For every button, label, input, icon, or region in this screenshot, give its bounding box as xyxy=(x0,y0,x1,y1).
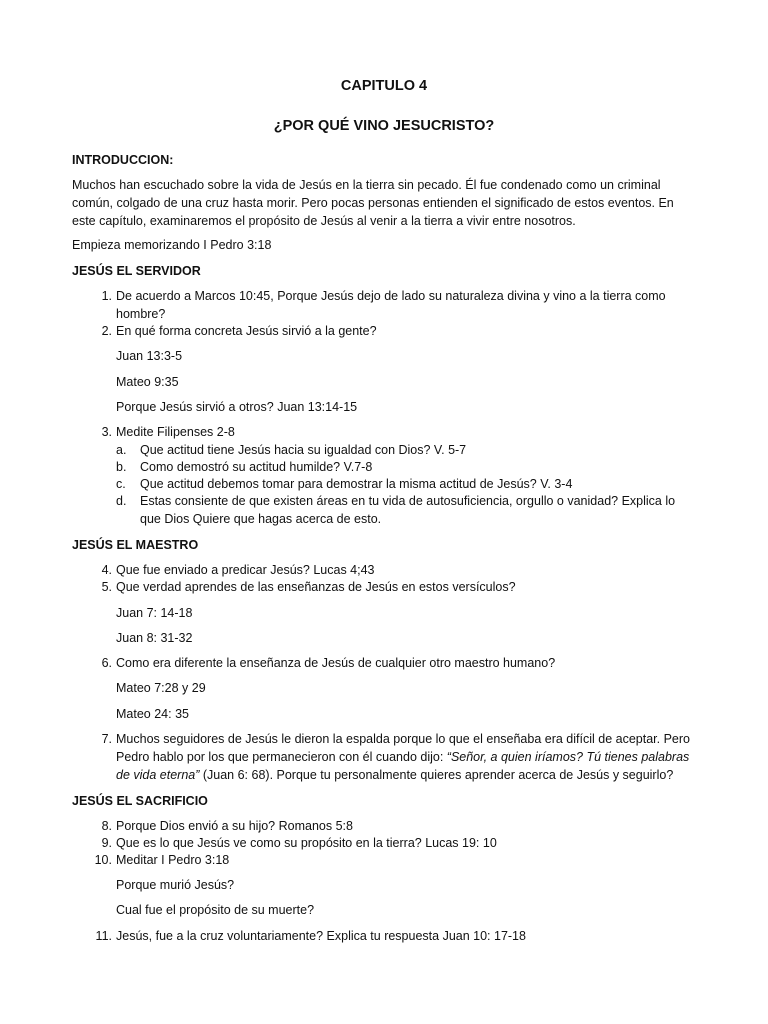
reference-line: Mateo 9:35 xyxy=(116,375,179,389)
list-item: Jesús, fue a la cruz voluntariamente? Explica tu respuesta Juan 10: 17-18 xyxy=(116,929,526,943)
list-item: Como era diferente la enseñanza de Jesús de cualquier otro maestro humano? xyxy=(116,656,556,670)
sub-item: Como demostró su actitud humilde? V.7-8 xyxy=(140,460,373,474)
sub-letter: d. xyxy=(116,494,127,508)
reference-line: Mateo 7:28 y 29 xyxy=(116,681,206,695)
section-heading-servidor: JESÚS EL SERVIDOR xyxy=(72,264,201,278)
list-number: 3. xyxy=(101,425,112,439)
reference-line: Cual fue el propósito de su muerte? xyxy=(116,903,315,917)
list-number: 6. xyxy=(101,656,112,670)
list-number: 4. xyxy=(101,563,112,577)
list-number: 2. xyxy=(101,324,112,338)
memorize-note: Empieza memorizando I Pedro 3:18 xyxy=(72,238,272,252)
list-item: De acuerdo a Marcos 10:45, Porque Jesús dejo de lado su naturaleza divina y vino a la tierra como hombre? xyxy=(116,289,666,321)
sub-item: Estas consiente de que existen áreas en tu vida de autosuficiencia, orgullo o vanidad? Explica lo que Dios Quiere que hagas acerca de esto. xyxy=(140,494,676,526)
list-number: 1. xyxy=(101,289,112,303)
list-item: Que es lo que Jesús ve como su propósito en la tierra? Lucas 19: 10 xyxy=(116,836,497,850)
document-title: ¿POR QUÉ VINO JESUCRISTO? xyxy=(273,118,495,134)
list-item: Meditar I Pedro 3:18 xyxy=(116,853,230,867)
intro-paragraph: Muchos han escuchado sobre la vida de Jesús en la tierra sin pecado. Él fue condenado como un criminal común, colgado de una cruz hasta morir. Pero pocas personas entienden el significado de estos eventos. En este capítulo, examinaremos el propósito de Jesús al venir a la tierra a vivir entre nosotros. xyxy=(72,178,674,228)
reference-line: Mateo 24: 35 xyxy=(116,707,189,721)
chapter-heading: CAPITULO 4 xyxy=(340,78,428,94)
list-number: 8. xyxy=(101,819,112,833)
sub-letter: a. xyxy=(116,443,127,457)
list-number: 7. xyxy=(101,732,112,746)
list-item: En qué forma concreta Jesús sirvió a la gente? xyxy=(116,324,377,338)
reference-line: Porque murió Jesús? xyxy=(116,878,235,892)
list-number: 10. xyxy=(94,853,112,867)
list-item: Que fue enviado a predicar Jesús? Lucas 4;43 xyxy=(116,563,375,577)
quote-text: “Señor, a quien iríamos? Tú tienes palabras de vida eterna” xyxy=(116,750,690,782)
sub-letter: b. xyxy=(116,460,127,474)
item-text: (Juan 6: 68). Porque tu personalmente quieres aprender acerca de Jesús y seguirlo? xyxy=(199,768,674,782)
reference-line: Juan 8: 31-32 xyxy=(116,631,193,645)
sub-item: Que actitud debemos tomar para demostrar la misma actitud de Jesús? V. 3-4 xyxy=(140,477,573,491)
list-number: 5. xyxy=(101,580,112,594)
section-heading-sacrificio: JESÚS EL SACRIFICIO xyxy=(72,794,208,808)
reference-line: Juan 7: 14-18 xyxy=(116,606,193,620)
section-heading-maestro: JESÚS EL MAESTRO xyxy=(72,538,199,552)
list-number: 11. xyxy=(95,929,112,943)
sub-item: Que actitud tiene Jesús hacia su igualdad con Dios? V. 5-7 xyxy=(140,443,467,457)
item-text: Muchos seguidores de Jesús le dieron la espalda porque lo que el enseñaba era difícil de aceptar. Pero Pedro hablo por los que permanecieron con él cuando dijo: xyxy=(116,732,690,764)
list-item: Porque Dios envió a su hijo? Romanos 5:8 xyxy=(116,819,353,833)
list-number: 9. xyxy=(101,836,112,850)
intro-heading: INTRODUCCION: xyxy=(72,153,174,167)
reference-line: Porque Jesús sirvió a otros? Juan 13:14-15 xyxy=(116,400,358,414)
list-item: Que verdad aprendes de las enseñanzas de Jesús en estos versículos? xyxy=(116,580,516,594)
list-item xyxy=(116,730,696,784)
list-item: Medite Filipenses 2-8 xyxy=(116,425,235,439)
reference-line: Juan 13:3-5 xyxy=(116,349,183,363)
sub-letter: c. xyxy=(116,477,126,491)
